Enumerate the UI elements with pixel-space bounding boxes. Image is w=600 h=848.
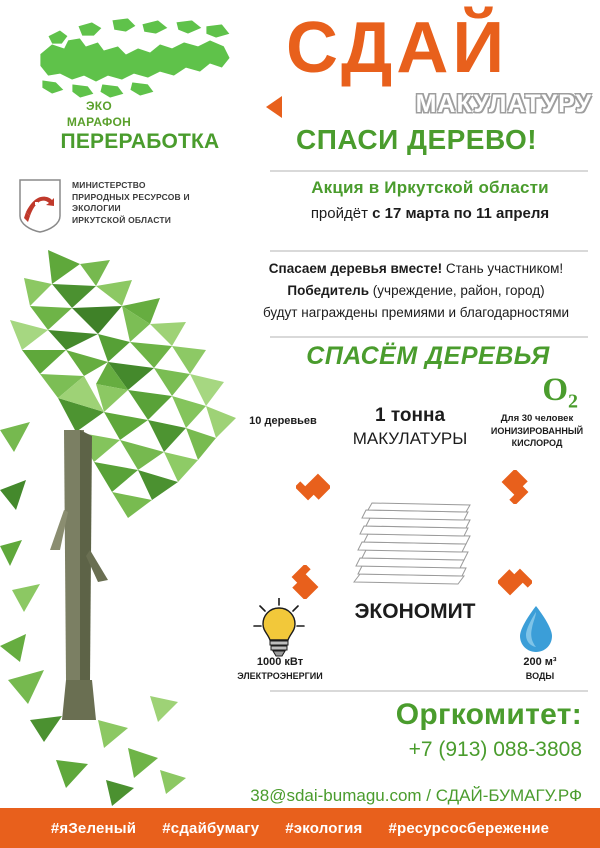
o2-symbol: [542, 372, 578, 414]
action-dates: [270, 205, 590, 222]
label-o2-bot-2: КИСЛОРОД: [511, 438, 563, 448]
label-ton-main: 1 тонна: [374, 405, 446, 426]
participate-line-1-bold: Спасаем деревья вместе!: [268, 261, 443, 276]
action-title: Акция в Иркутской области: [311, 178, 549, 197]
label-trees: 10 деревьев: [249, 415, 317, 427]
headline-spasi-derevo: СПАСИ ДЕРЕВО!: [296, 124, 538, 155]
ministry-line-1: МИНИСТЕРСТВО: [72, 180, 146, 190]
label-water-main: 200 м³: [523, 656, 557, 668]
divider-1: [270, 170, 588, 172]
orgkomitet-email[interactable]: 38@sdai-bumagu.com / СДАЙ-БУМАГУ.РФ: [250, 786, 582, 805]
ministry-emblem-icon: [18, 178, 62, 234]
action-dates-bold: с 17 марта по 11 апреля: [372, 205, 550, 222]
action-dates-prefix: пройдёт: [310, 205, 373, 222]
arrow-down-right-icon: [498, 565, 532, 599]
paper-stack-icon: [348, 500, 478, 590]
pererabotka-title: ПЕРЕРАБОТКА: [60, 130, 220, 153]
orgkomitet-phone[interactable]: +7 (913) 088-3808: [408, 738, 582, 761]
participate-line-2-bold: Победитель: [287, 283, 370, 298]
eco-marathon-logo: [14, 10, 264, 160]
eco-line-2: МАРАФОН: [66, 115, 132, 129]
headline-sdai: СДАЙ: [286, 8, 509, 88]
economit-label: ЭКОНОМИТ: [354, 600, 476, 623]
label-electricity: [220, 655, 340, 683]
save-trees-title: СПАСЁМ ДЕРЕВЬЯ: [306, 342, 550, 370]
o2-letter: O: [542, 372, 568, 408]
ministry-block: [18, 178, 268, 240]
participate-line-2-rest: (учреждение, район, город): [369, 283, 545, 298]
eco-line-1: ЭКО: [85, 99, 113, 113]
ministry-line-3: ЭКОЛОГИИ: [72, 203, 121, 213]
ministry-line-4: ИРКУТСКОЙ ОБЛАСТИ: [72, 214, 172, 225]
label-o2-bot-1: ИОНИЗИРОВАННЫЙ: [490, 426, 584, 436]
label-o2-top: Для 30 человек: [500, 413, 574, 424]
russia-map-icon: [34, 14, 234, 102]
orange-triangle-icon: [266, 96, 282, 118]
arrow-up-left-icon: [296, 470, 330, 504]
hashtag-4[interactable]: #ресурсосбережение: [388, 819, 550, 837]
ministry-line-2: ПРИРОДНЫХ РЕСУРСОВ И: [72, 191, 190, 202]
label-ton-sub: МАКУЛАТУРЫ: [352, 429, 468, 448]
headline-makulaturu: МАКУЛАТУРУ: [415, 90, 592, 118]
participate-line-1-rest: Стань участником!: [442, 261, 564, 276]
ministry-text: [72, 180, 190, 226]
label-water-sub: ВОДЫ: [525, 671, 555, 681]
participate-line-3: будут награждены премиями и благодарностями: [262, 305, 570, 320]
arrow-down-left-icon: [288, 565, 322, 599]
hashtag-1[interactable]: #яЗеленый: [50, 819, 137, 837]
participate-line-1: [238, 258, 594, 280]
divider-4: [270, 690, 588, 692]
label-ton: [340, 405, 480, 449]
hashtag-2[interactable]: #сдайбумагу: [162, 819, 260, 837]
orgkomitet-block: [266, 698, 590, 762]
divider-3: [270, 336, 588, 338]
eco-marathon-label: [54, 98, 144, 130]
label-electricity-sub: ЭЛЕКТРОЭНЕРГИИ: [237, 671, 323, 681]
participate-block: [238, 258, 594, 324]
orgkomitet-title: Оргкомитет:: [395, 698, 582, 731]
arrow-up-right-icon: [498, 470, 532, 504]
participate-line-2: [238, 280, 594, 302]
water-drop-icon: [516, 604, 556, 654]
hashtag-3[interactable]: #экология: [285, 819, 363, 837]
footer-hashtags: [0, 808, 600, 848]
lightbulb-icon: [252, 598, 306, 658]
label-electricity-main: 1000 кВт: [256, 656, 304, 668]
headline-block: [266, 8, 596, 162]
label-water: [495, 655, 585, 683]
tree-illustration: [0, 250, 250, 820]
divider-2: [270, 250, 588, 252]
o2-subscript: 2: [568, 390, 578, 413]
action-block: [270, 178, 590, 222]
label-o2: [482, 413, 592, 449]
